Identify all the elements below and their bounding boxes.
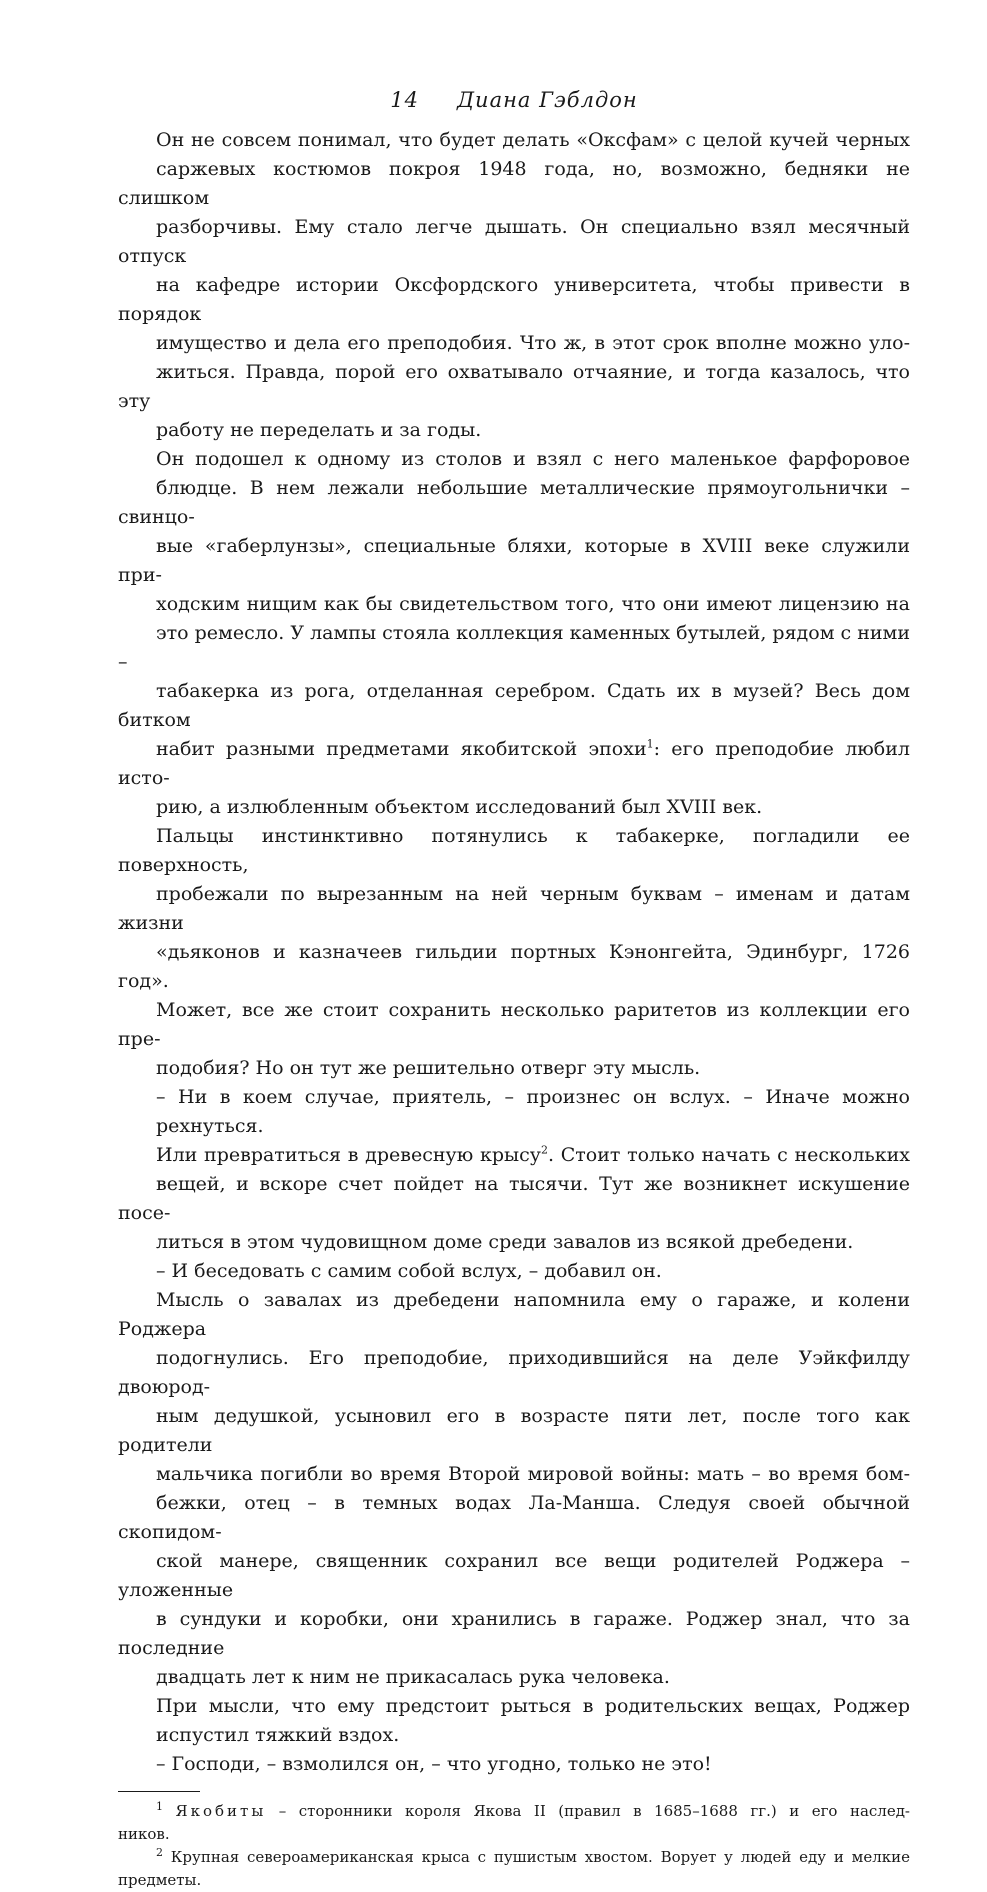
text-line: саржевых костюмов покроя 1948 года, но, возможно, бедняки не слишком [118,158,910,209]
text-line: вещей, и вскоре счет пойдет на тысячи. Тут же возникнет искушение посе- [118,1173,910,1224]
text-line: в сундуки и коробки, они хранились в гараже. Роджер знал, что за последние [118,1608,910,1659]
paragraph [118,1141,910,1257]
footnotes [118,1800,910,1892]
footnote-line [118,1800,910,1823]
text-line-with-footnote [118,1141,910,1170]
text-line: рию, а излюбленным объектом исследований был XVIII век. [156,796,763,818]
text-line: житься. Правда, порой его охватывало отчаяние, и тогда казалось, что эту [118,361,910,412]
footnote-text: Крупная североамериканская крыса с пушистым хвостом. Ворует у людей еду и мелкие [163,1848,910,1866]
text-line: бежки, отец – в темных водах Ла-Манша. Следуя своей обычной скопидом- [118,1492,910,1543]
book-page [118,88,910,1892]
footnote-line [118,1846,910,1869]
footnote-line: предметы. [118,1871,202,1889]
paragraph [118,1083,910,1141]
body-text [118,126,910,1779]
text-line: При мысли, что ему предстоит рыться в родительских вещах, Роджер [156,1695,910,1717]
text-line: испустил тяжкий вздох. [156,1724,400,1746]
text-line: ходским нищим как бы свидетельством того, что они имеют лицензию на [156,593,910,615]
text-line: – Господи, – взмолился он, – что угодно, только не это! [156,1753,712,1775]
text-line: литься в этом чудовищном доме среди завалов из всякой дребедени. [156,1231,854,1253]
text-line: мальчика погибли во время Второй мировой войны: мать – во время бом- [156,1463,910,1485]
paragraph [118,445,910,822]
text-line: на кафедре истории Оксфордского университета, чтобы привести в порядок [118,274,910,325]
running-head [118,88,910,112]
text-line: подогнулись. Его преподобие, приходившийся на деле Уэйкфилду двоюрод- [118,1347,910,1398]
text-fragment: Или превратиться в древесную крысу [156,1144,541,1166]
text-line: вые «габерлунзы», специальные бляхи, которые в XVIII веке служили при- [118,535,910,586]
text-line: работу не переделать и за годы. [156,419,482,441]
text-line: Может, все же стоит сохранить несколько раритетов из коллекции его пре- [118,999,910,1050]
text-line: Пальцы инстинктивно потянулись к табакерке, погладили ее поверхность, [118,825,910,876]
text-line: пробежали по вырезанным на ней черным буквам – именам и датам жизни [118,883,910,934]
paragraph [118,822,910,1083]
footnote-text: – сторонники короля Якова II (правил в 1685–1688 гг.) и его наслед- [266,1802,910,1820]
text-line: рехнуться. [156,1115,264,1137]
paragraph [118,1257,910,1286]
paragraph [118,1750,910,1779]
footnote-ref[interactable]: 1 [646,737,654,751]
footnote-term: Якобиты [175,1802,267,1820]
footnote-marker: 2 [156,1846,163,1859]
footnote [118,1846,910,1892]
footnote-line: ников. [118,1825,170,1843]
text-line: блюдце. В нем лежали небольшие металлические прямоугольнички – свинцо- [118,477,910,528]
text-line: имущество и дела его преподобия. Что ж, в этот срок вполне можно уло- [156,332,910,354]
footnote-ref[interactable]: 2 [540,1143,548,1157]
footnote [118,1800,910,1846]
text-fragment: набит разными предметами якобитской эпохи [156,738,647,760]
text-line: «дьяконов и казначеев гильдии портных Кэнонгейта, Эдинбург, 1726 год». [118,941,910,992]
text-line: двадцать лет к ним не прикасалась рука человека. [156,1666,670,1688]
page-number: 14 [390,88,419,112]
text-fragment: : его преподобие любил исто- [118,738,910,789]
text-line: ным дедушкой, усыновил его в возрасте пяти лет, после того как родители [118,1405,910,1456]
text-line: Он подошел к одному из столов и взял с него маленькое фарфоровое [156,448,910,470]
paragraph [118,1286,910,1692]
text-line: Он не совсем понимал, что будет делать «Оксфам» с целой кучей черных [156,129,910,151]
text-line: – Ни в коем случае, приятель, – произнес он вслух. – Иначе можно [156,1086,910,1108]
text-fragment: . Стоит только начать с нескольких [547,1144,910,1166]
footnote-divider [118,1791,200,1792]
paragraph [118,126,910,445]
paragraph [118,1692,910,1750]
text-line: подобия? Но он тут же решительно отверг эту мысль. [156,1057,701,1079]
footnote-marker: 1 [156,1800,163,1813]
text-line: разборчивы. Ему стало легче дышать. Он специально взял месячный отпуск [118,216,910,267]
text-line-with-footnote [118,735,910,793]
text-line: это ремесло. У лампы стояла коллекция каменных бутылей, рядом с ними – [118,622,910,673]
text-line: табакерка из рога, отделанная серебром. Сдать их в музей? Весь дом битком [118,680,910,731]
text-line: Мысль о завалах из дребедени напомнила ему о гараже, и колени Роджера [118,1289,910,1340]
running-head-author: Диана Гэблдон [456,88,638,112]
text-line: ской манере, священник сохранил все вещи родителей Роджера – уложенные [118,1550,910,1601]
text-line: – И беседовать с самим собой вслух, – добавил он. [156,1260,662,1282]
